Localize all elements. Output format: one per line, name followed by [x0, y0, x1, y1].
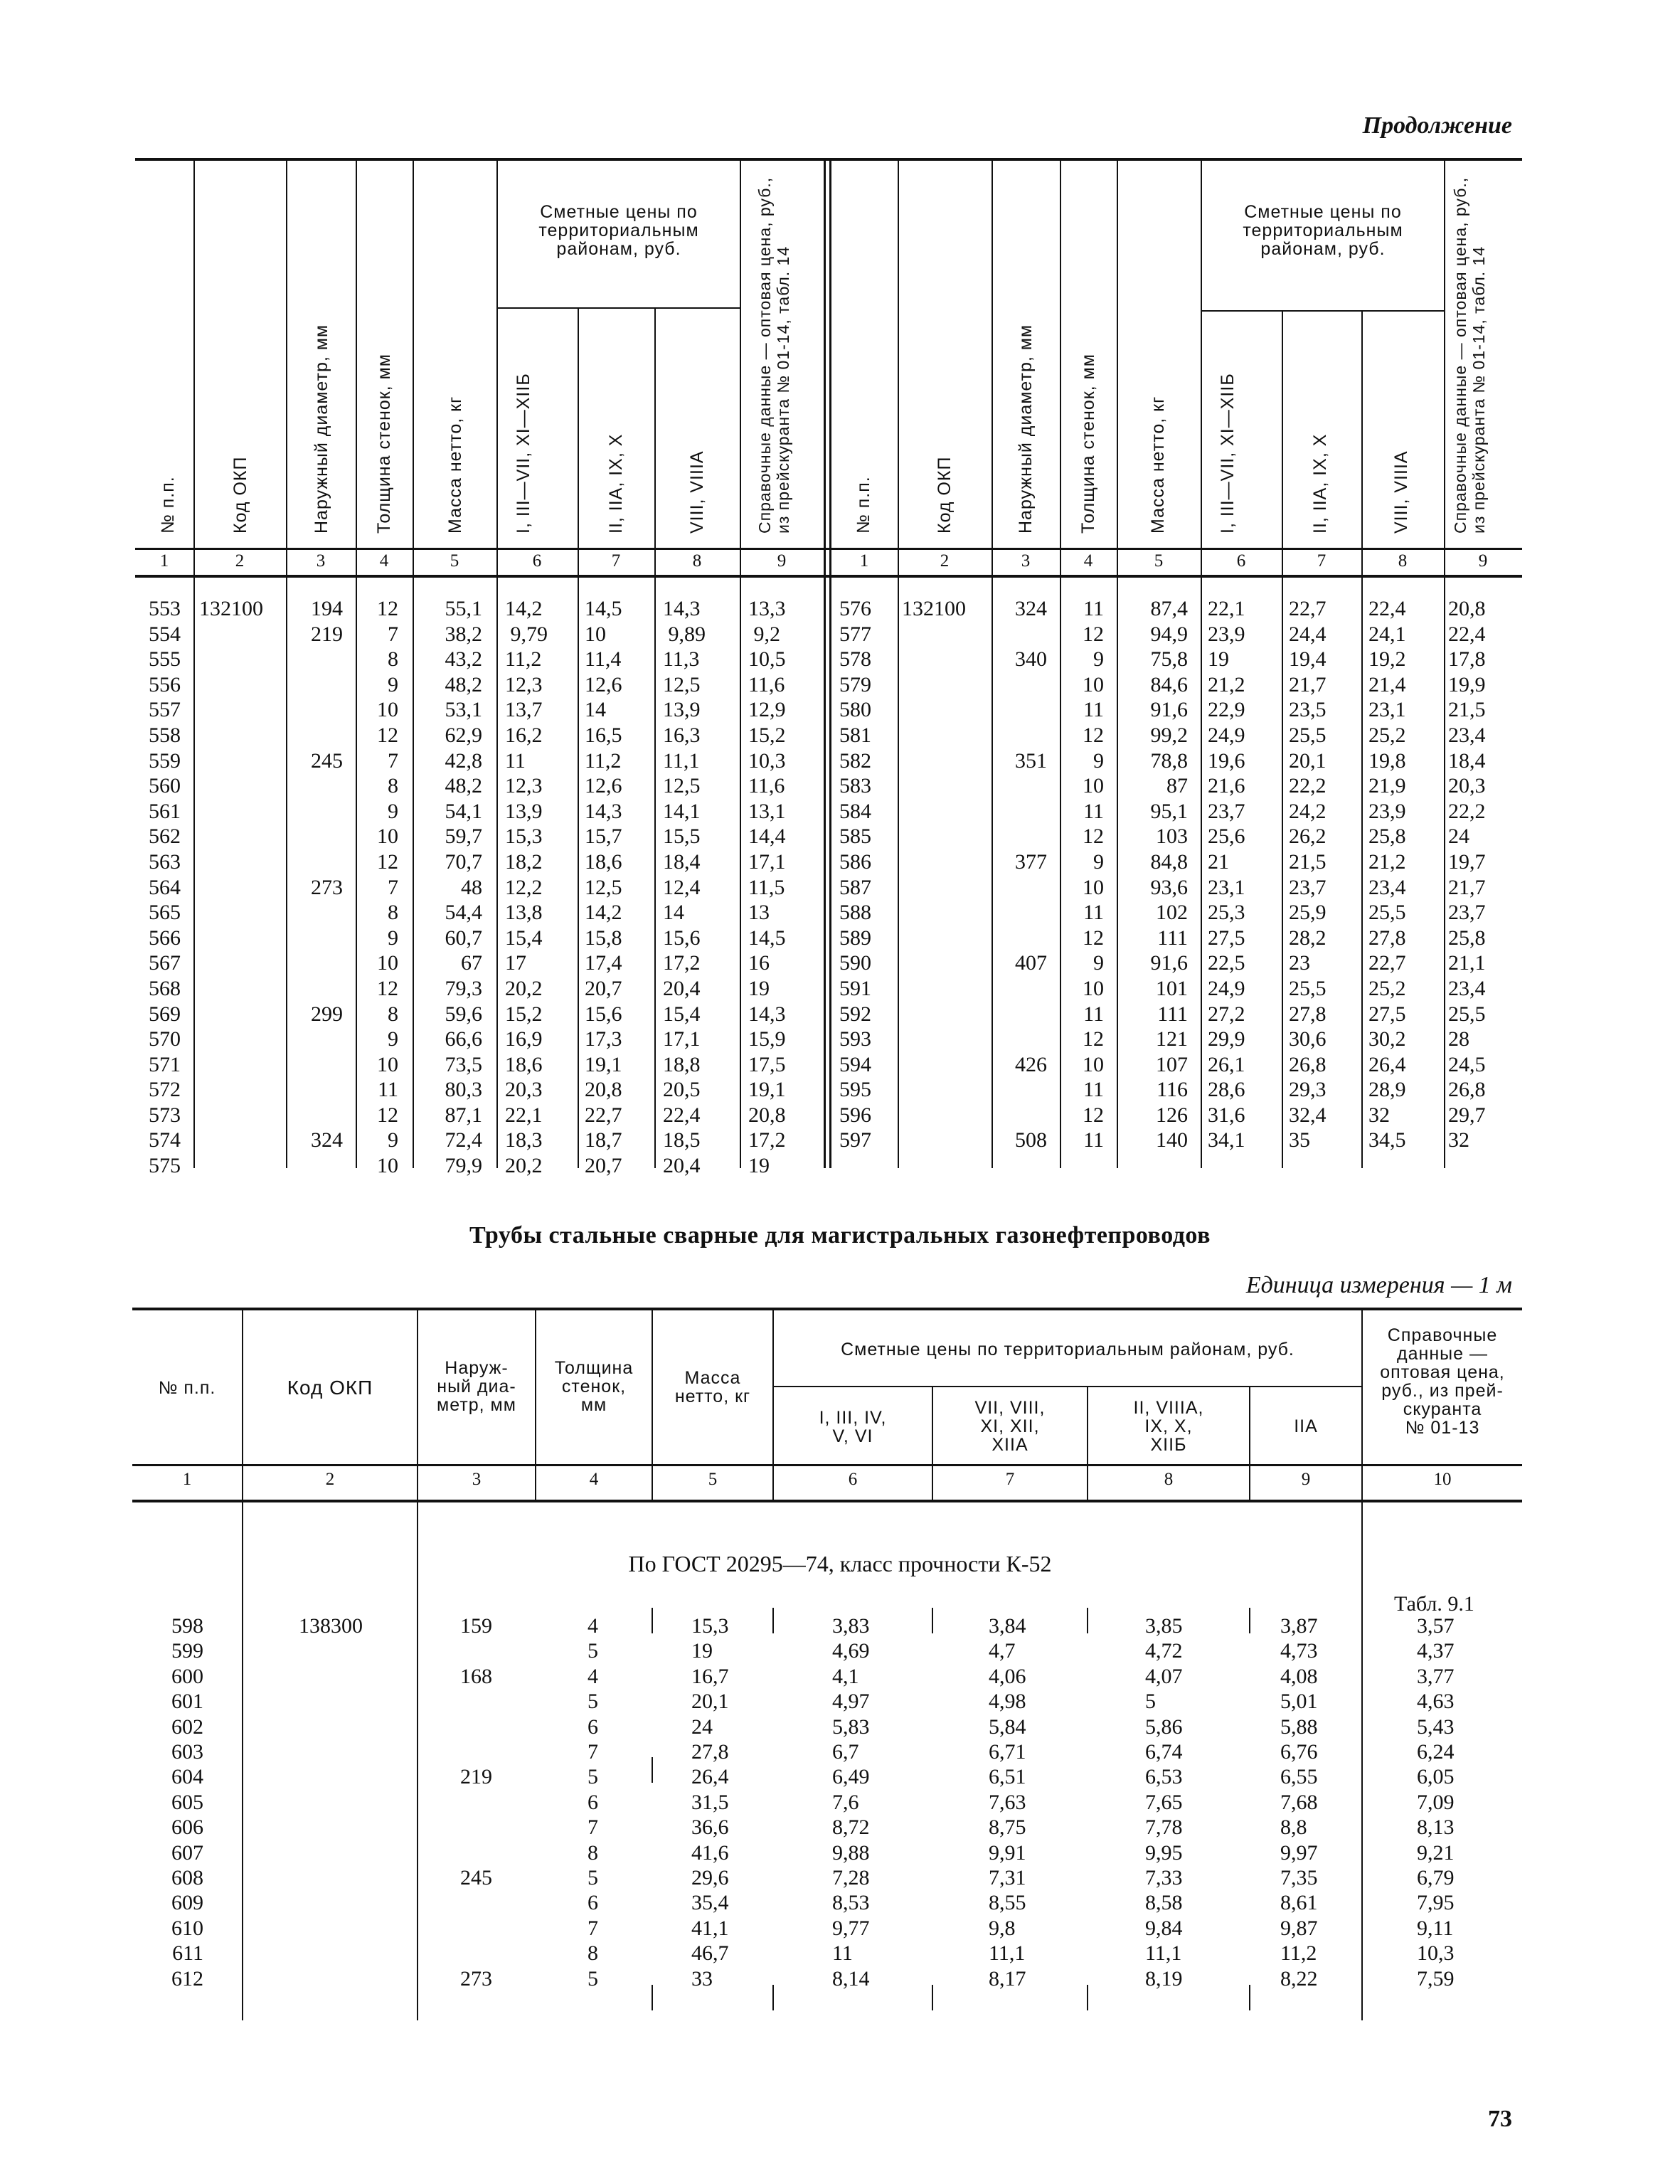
t1-header-massa-right: Масса нетто, кг [1148, 396, 1168, 534]
t2-c6: 3,83 4,69 4,1 4,97 5,83 6,7 6,49 7,6 8,72 9,88 7,28 8,53 9,77 11 8,14 [832, 1614, 870, 1990]
t1-right-c9: 20,8 22,4 17,8 19,9 21,5 23,4 18,4 20,3 22,2 24 19,7 21,7 23,7 25,8 21,1 23,4 25,5 28 24,5 26,8 29,7 32 [1448, 597, 1486, 1152]
t2-c9: 3,87 4,73 4,08 5,01 5,88 6,76 6,55 7,68 8,8 9,97 7,35 8,61 9,87 11,2 8,22 [1280, 1614, 1318, 1990]
t1-left-tolsch: 12 7 8 9 10 12 7 8 9 10 12 7 8 9 10 12 8 9 10 11 12 9 10 [377, 597, 398, 1178]
t1-right-c7: 22,7 24,4 19,4 21,7 23,5 25,5 20,1 22,2 24,2 26,2 21,5 23,7 25,9 28,2 23 25,5 27,8 30,6 26,8 29,3 32,4 35 [1289, 597, 1327, 1152]
page-number: 73 [1488, 2106, 1512, 2132]
t1-left-kod: 132100 [199, 597, 263, 620]
t2-tolsch: 4 5 4 5 6 7 5 6 7 8 5 6 7 8 5 [588, 1614, 598, 1990]
t2-header-tolsch: Толщина стенок, мм [554, 1358, 634, 1415]
section-title: Трубы стальные сварные для магистральных газонефтепроводов [469, 1222, 1211, 1249]
t1-colnum: 2 [940, 551, 950, 571]
t1-header-reg1-left: I, III—VII, XI—XIIБ [514, 373, 533, 534]
t1-colnum: 3 [1021, 551, 1031, 571]
t2-colnum: 2 [325, 1470, 335, 1489]
t1-header-reg3-left: VIII, VIIIА [687, 450, 707, 534]
t1-header-massa: Масса нетто, кг [445, 396, 465, 534]
t1-left-diam: 194 219 245 273 299 324 [311, 597, 343, 1152]
t1-header-sprav-right: Справочные данные — оптовая цена, руб., из прейскуранта № 01-14, табл. 14 [1451, 176, 1488, 534]
t1-left-c9: 13,3 9,2 10,5 11,6 12,9 15,2 10,3 11,6 13,1 14,4 17,1 11,5 13 14,5 16 19 14,3 15,9 17,5 19,1 20,8 17,2 19 [748, 597, 786, 1178]
t1-header-kod: Код ОКП [230, 456, 250, 534]
t1-header-reg1-right: I, III—VII, XI—XIIБ [1218, 373, 1238, 534]
continuation-label: Продолжение [1362, 112, 1512, 139]
t1-colnum: 3 [316, 551, 326, 571]
t1-header-npp: № п.п. [158, 476, 178, 534]
t1-header-reg3-right: VIII, VIIIА [1391, 450, 1411, 534]
t1-left-massa: 55,1 38,2 43,2 48,2 53,1 62,9 42,8 48,2 54,1 59,7 70,7 48 54,4 60,7 67 79,3 59,6 66,6 73,5 80,3 87,1 72,4 79,9 [445, 597, 482, 1178]
t1-colnum: 7 [1317, 551, 1327, 571]
t1-colnum: 1 [859, 551, 869, 571]
t1-right-kod: 132100 [902, 597, 966, 620]
t1-header-reg2-left: II, IIА, IХ, Х [606, 433, 626, 534]
t1-header-tolsch-right: Толщина стенок, мм [1078, 354, 1098, 534]
t2-colnum: 7 [1005, 1470, 1015, 1489]
t1-colnum: 8 [1398, 551, 1408, 571]
gost-caption: По ГОСТ 20295—74, класс прочности К-52 [628, 1551, 1052, 1576]
t2-c8: 3,85 4,72 4,07 5 5,86 6,74 6,53 7,65 7,78 9,95 7,33 8,58 9,84 11,1 8,19 [1145, 1614, 1183, 1990]
t2-header-diam: Наруж- ный диа- метр, мм [437, 1358, 516, 1415]
t2-colnum: 8 [1164, 1470, 1174, 1489]
t1-left-c7: 14,5 10 11,4 12,6 14 16,5 11,2 12,6 14,3 15,7 18,6 12,5 14,2 15,8 17,4 20,7 15,6 17,3 19,1 20,8 22,7 18,7 20,7 [585, 597, 622, 1178]
t2-header-reg3: II, VIIIА, IХ, Х, XIIБ [1133, 1398, 1204, 1455]
t1-colnum: 6 [1236, 551, 1246, 571]
t2-header-npp: № п.п. [158, 1378, 216, 1398]
t1-header-kod-right: Код ОКП [935, 456, 955, 534]
t2-header-massa: Масса нетто, кг [674, 1368, 751, 1406]
unit-label: Единица измерения — 1 м [1245, 1272, 1512, 1298]
t1-right-npp: 576 577 578 579 580 581 582 583 584 585 586 587 588 589 590 591 592 593 594 595 596 597 [839, 597, 871, 1152]
t1-header-npp-right: № п.п. [854, 476, 873, 534]
t2-colnum: 1 [182, 1470, 192, 1489]
t2-colnum: 9 [1301, 1470, 1311, 1489]
t2-header-reg2: VII, VIII, XI, XII, XIIА [974, 1398, 1046, 1455]
t1-colnum: 9 [1478, 551, 1488, 571]
t1-header-diam-right: Наружный диаметр, мм [1016, 324, 1036, 534]
t1-left-c8: 14,3 9,89 11,3 12,5 13,9 16,3 11,1 12,5 14,1 15,5 18,4 12,4 14 15,6 17,2 20,4 15,4 17,1 18,8 20,5 22,4 18,5 20,4 [663, 597, 706, 1178]
t1-header-smet-left: Сметные цены по территориальным районам, руб. [538, 202, 699, 259]
t1-colnum: 5 [450, 551, 459, 571]
t1-left-npp: 553 554 555 556 557 558 559 560 561 562 563 564 565 566 567 568 569 570 571 572 573 574 575 [149, 597, 181, 1178]
t1-right-c8: 22,4 24,1 19,2 21,4 23,1 25,2 19,8 21,9 23,9 25,8 21,2 23,4 25,5 27,8 22,7 25,2 27,5 30,2 26,4 28,9 32 34,5 [1368, 597, 1406, 1152]
t1-left-c6: 14,2 9,79 11,2 12,3 13,7 16,2 11 12,3 13,9 15,3 18,2 12,2 13,8 15,4 17 20,2 15,2 16,9 18,6 20,3 22,1 18,3 20,2 [505, 597, 548, 1178]
t1-right-tolsch: 11 12 9 10 11 12 9 10 11 12 9 10 11 12 9 10 11 12 10 11 12 11 [1083, 597, 1104, 1152]
t2-c10: 3,57 4,37 3,77 4,63 5,43 6,24 6,05 7,09 8,13 9,21 6,79 7,95 9,11 10,3 7,59 [1417, 1614, 1455, 1990]
t2-colnum: 3 [472, 1470, 482, 1489]
t1-right-c6: 22,1 23,9 19 21,2 22,9 24,9 19,6 21,6 23,7 25,6 21 23,1 25,3 27,5 22,5 24,9 27,2 29,9 26,1 28,6 31,6 34,1 [1208, 597, 1245, 1152]
t1-colnum: 4 [379, 551, 389, 571]
t1-colnum: 5 [1154, 551, 1164, 571]
t1-colnum: 2 [235, 551, 245, 571]
t1-colnum: 4 [1083, 551, 1093, 571]
t2-header-sprav: Справочные данные — оптовая цена, руб., из прей- скуранта № 01-13 [1380, 1325, 1505, 1438]
t2-colnum: 4 [589, 1470, 599, 1489]
t2-colnum: 5 [708, 1470, 718, 1489]
t1-header-reg2-right: II, IIА, IХ, Х [1310, 433, 1330, 534]
tabl-caption: Табл. 9.1 [1394, 1592, 1474, 1616]
t1-colnum: 7 [611, 551, 621, 571]
t2-npp: 598 599 600 601 602 603 604 605 606 607 608 609 610 611 612 [171, 1614, 203, 1990]
t2-c7: 3,84 4,7 4,06 4,98 5,84 6,71 6,51 7,63 8,75 9,91 7,31 8,55 9,8 11,1 8,17 [989, 1614, 1026, 1990]
t2-header-reg1: I, III, IV, V, VI [819, 1408, 887, 1446]
t1-colnum: 9 [777, 551, 787, 571]
t1-colnum: 1 [159, 551, 169, 571]
t2-massa: 15,3 19 16,7 20,1 24 27,8 26,4 31,5 36,6 41,6 29,6 35,4 41,1 46,7 33 [691, 1614, 729, 1990]
t2-header-kod: Код ОКП [287, 1377, 373, 1399]
t1-header-smet-right: Сметные цены по территориальным районам, руб. [1243, 202, 1403, 259]
t1-right-diam: 324 340 351 377 407 426 508 [1015, 597, 1047, 1152]
t2-colnum: 6 [848, 1470, 858, 1489]
t2-colnum: 10 [1433, 1470, 1452, 1489]
t1-header-tolsch: Толщина стенок, мм [374, 354, 394, 534]
t1-colnum: 8 [692, 551, 702, 571]
t1-header-sprav-left: Справочные данные — оптовая цена, руб., из прейскуранта № 01-14, табл. 14 [755, 176, 792, 534]
t1-colnum: 6 [532, 551, 542, 571]
t2-header-reg4: IIА [1294, 1416, 1318, 1436]
t1-right-massa: 87,4 94,9 75,8 84,6 91,6 99,2 78,8 87 95,1 103 84,8 93,6 102 111 91,6 101 111 121 107 116 126 140 [1150, 597, 1188, 1152]
t1-header-diam: Наружный диаметр, мм [312, 324, 331, 534]
t2-header-smet: Сметные цены по территориальным районам, руб. [841, 1340, 1294, 1359]
t2-kod: 138300 [299, 1614, 363, 1638]
t2-diam: 159 168 219 245 273 [460, 1614, 492, 1990]
